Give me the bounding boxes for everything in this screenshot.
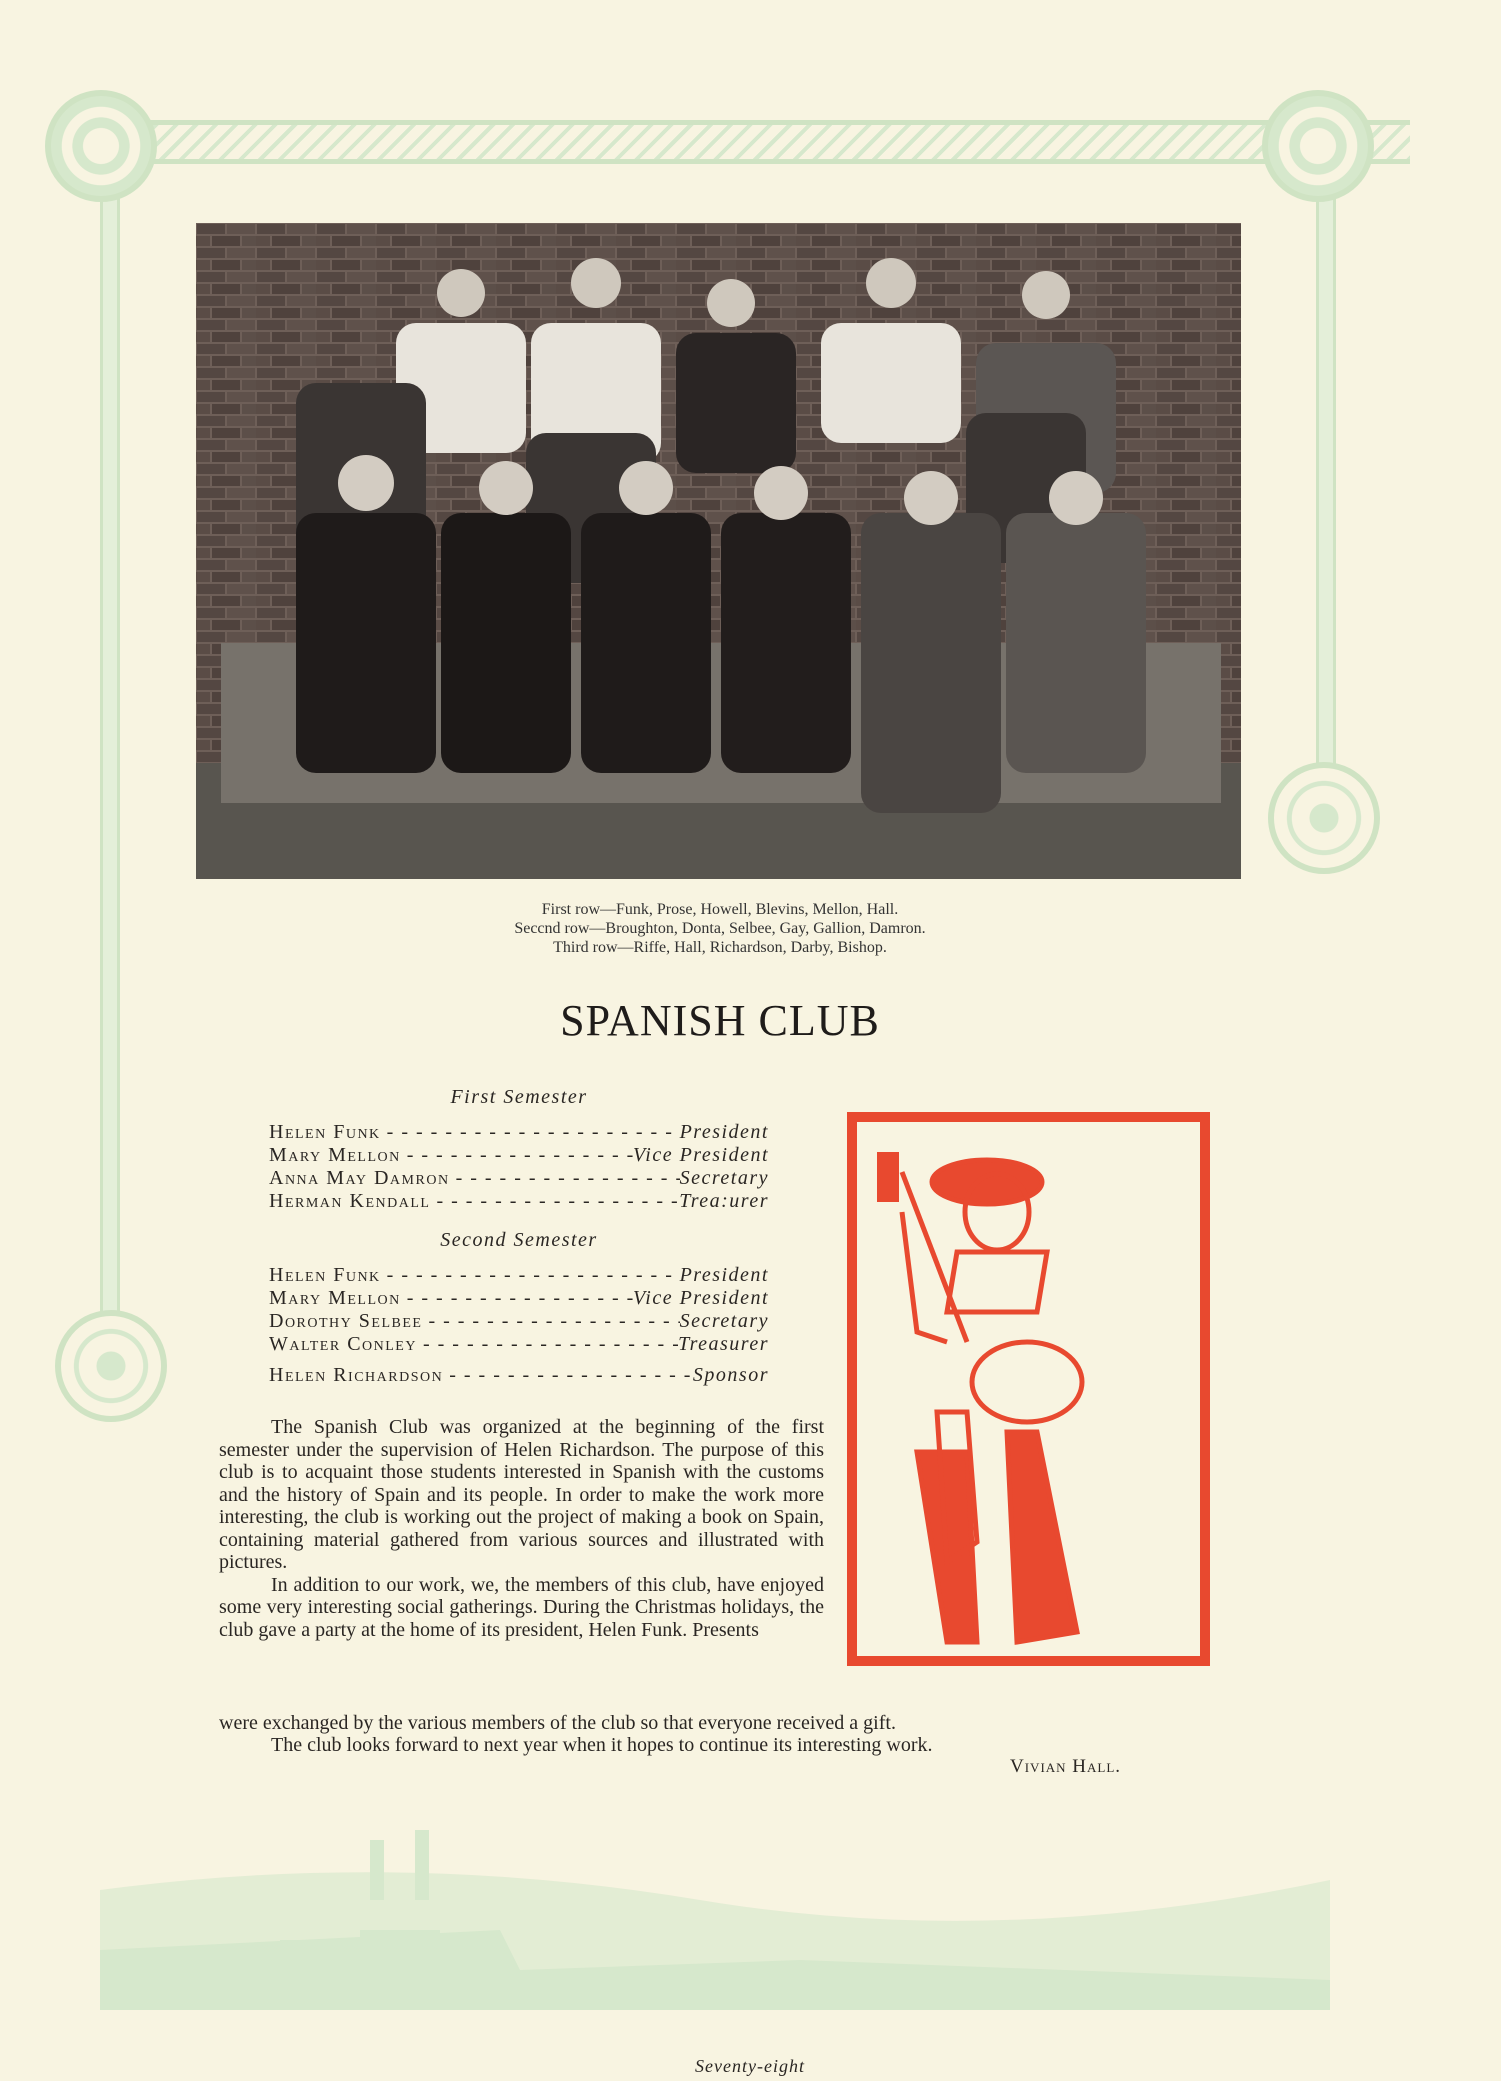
border-left-bar bbox=[100, 150, 120, 1350]
officer-row bbox=[269, 1121, 769, 1144]
caption-first-row: First row—Funk, Prose, Howell, Blevins, Mellon, Hall. bbox=[541, 901, 899, 918]
officer-name: Dorothy Selbee bbox=[269, 1310, 423, 1332]
second-semester-heading: Second Semester bbox=[440, 1229, 598, 1251]
officer-row bbox=[269, 1333, 769, 1356]
officer-row bbox=[269, 1167, 769, 1190]
paragraph-closing: The club looks forward to next year when it hopes to continue its interesting work. bbox=[271, 1734, 933, 1756]
officer-row bbox=[269, 1287, 769, 1310]
caption-third-row: Third row—Riffe, Hall, Richardson, Darby, Bishop. bbox=[553, 939, 887, 956]
officers-list bbox=[269, 1086, 769, 1387]
officer-row bbox=[269, 1144, 769, 1167]
paragraph-social-continued: were exchanged by the various members of the club so that everyone received a gift. bbox=[219, 1712, 896, 1734]
guitar-player-illustration bbox=[847, 1112, 1210, 1666]
paragraph-organization: The Spanish Club was organized at the beginning of the first semester under the supervision of Helen Richardson. The purpose of this club is to acquaint those students interested in Spanish with the customs and the history of Spain and its people. In order to make the work more interesting, the club is working out the project of making a book on Spain, containing material gathered from various sources and illustrated with pictures. bbox=[219, 1416, 824, 1573]
sponsor-name: Helen Richardson bbox=[269, 1364, 444, 1386]
officer-role: Vice President bbox=[633, 1144, 769, 1166]
officer-role: Secretary bbox=[679, 1167, 769, 1189]
officer-role: Vice President bbox=[633, 1287, 769, 1309]
officer-role: President bbox=[679, 1121, 769, 1143]
officer-name: Mary Mellon bbox=[269, 1144, 401, 1166]
landscape-ornament bbox=[100, 1830, 1330, 2010]
first-semester-heading: First Semester bbox=[450, 1086, 588, 1108]
officer-name: Helen Funk bbox=[269, 1264, 381, 1286]
officer-name: Anna May Damron bbox=[269, 1167, 450, 1189]
officer-name: Helen Funk bbox=[269, 1121, 381, 1143]
author-signature: Vivian Hall. bbox=[1010, 1756, 1122, 1777]
caption-second-row: Seccnd row—Broughton, Donta, Selbee, Gay, Gallion, Damron. bbox=[514, 920, 926, 937]
group-photo bbox=[196, 223, 1241, 879]
sponsor-row bbox=[269, 1364, 769, 1387]
page-number: Seventy-eight bbox=[695, 2056, 805, 2076]
officer-role: Treasurer bbox=[678, 1333, 769, 1355]
sponsor-role: Sponsor bbox=[692, 1364, 769, 1386]
officer-name: Herman Kendall bbox=[269, 1190, 431, 1212]
photo-caption bbox=[300, 900, 1140, 957]
officer-role: President bbox=[679, 1264, 769, 1286]
officer-role: Trea:urer bbox=[679, 1190, 769, 1212]
officer-name: Mary Mellon bbox=[269, 1287, 401, 1309]
officer-row bbox=[269, 1264, 769, 1287]
club-description bbox=[219, 1416, 824, 1641]
corner-ornament-left bbox=[45, 90, 157, 202]
border-top-ornament bbox=[60, 120, 1410, 164]
officer-name: Walter Conley bbox=[269, 1333, 417, 1355]
medallion-left bbox=[55, 1310, 167, 1422]
corner-ornament-right bbox=[1262, 90, 1374, 202]
officer-role: Secretary bbox=[679, 1310, 769, 1332]
medallion-right bbox=[1268, 762, 1380, 874]
page-title: SPANISH CLUB bbox=[560, 996, 880, 1045]
border-right-bar bbox=[1316, 150, 1336, 780]
officer-row bbox=[269, 1310, 769, 1333]
paragraph-social: In addition to our work, we, the members of this club, have enjoyed some very interesting social gatherings. During the Christmas holidays, the club gave a party at the home of its president, Helen Funk. Presents bbox=[219, 1573, 824, 1641]
officer-row bbox=[269, 1190, 769, 1213]
